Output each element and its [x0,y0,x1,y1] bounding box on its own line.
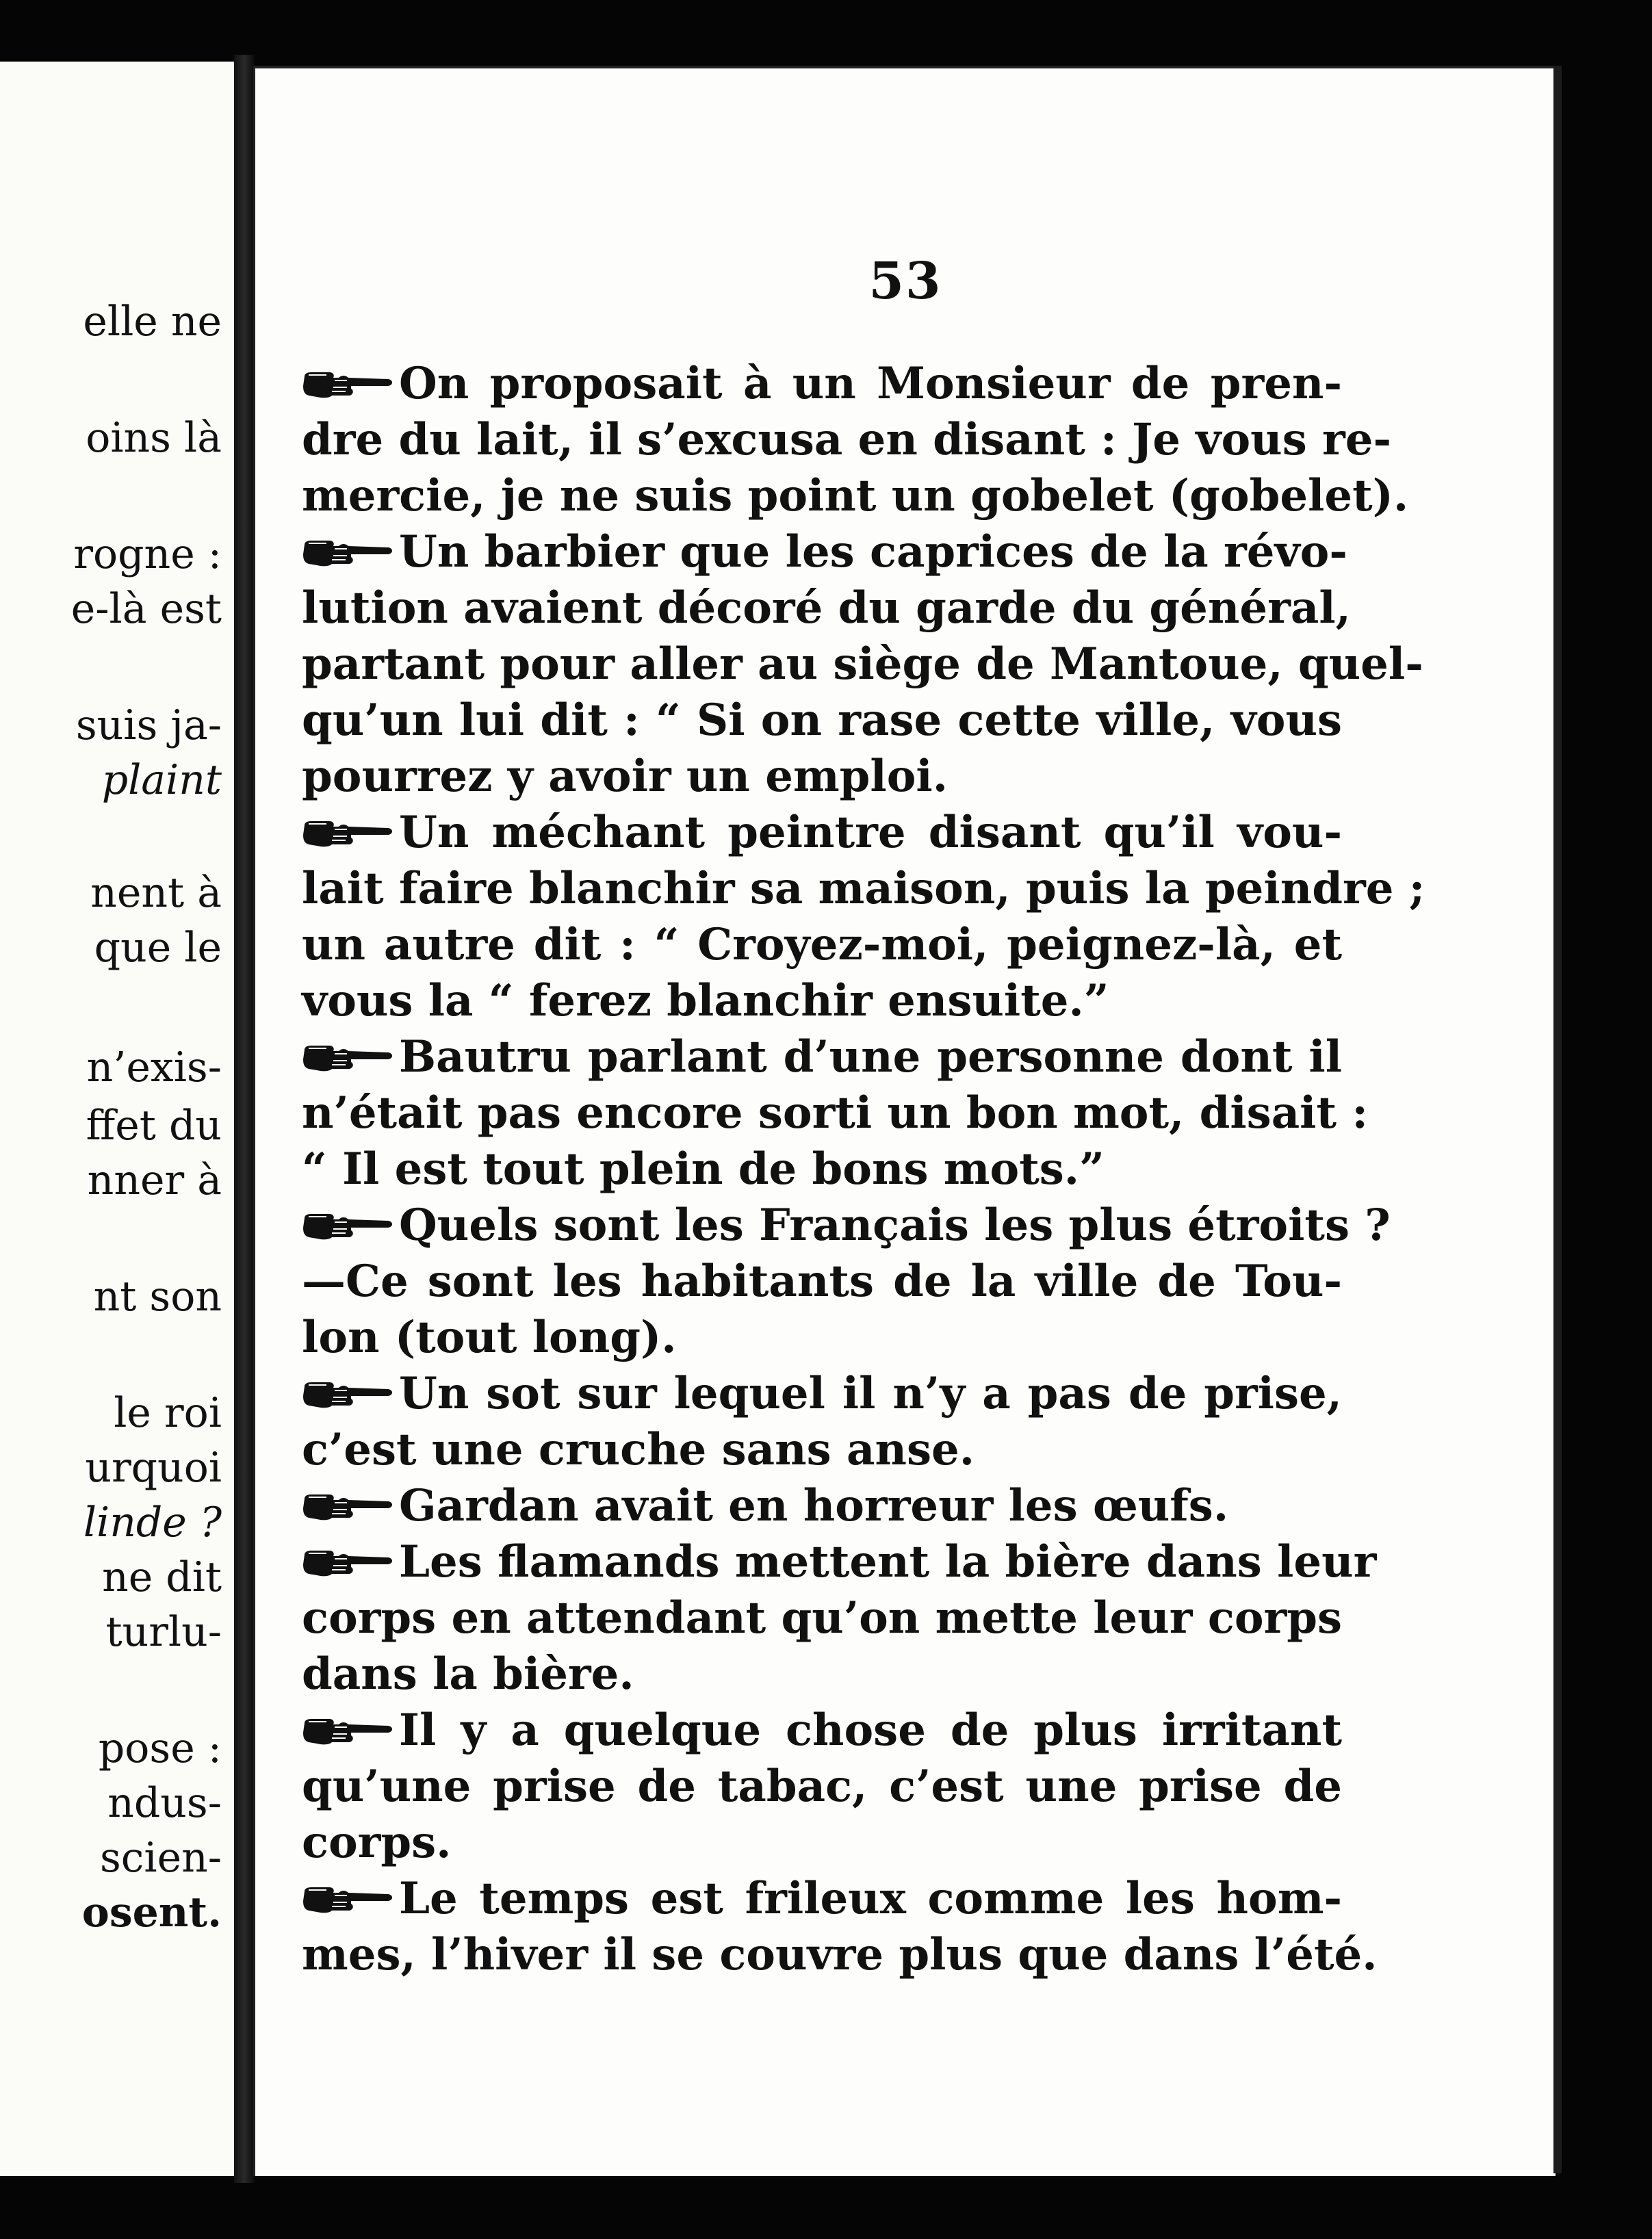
text-line-content: Il y a quelque chose de plus irritant [399,1705,1342,1756]
pointing-hand-icon [302,820,395,849]
text-line-content: Bautru parlant d’une personne dont il [399,1031,1342,1083]
text-line-content: partant pour aller au siège de Mantoue, quel- [302,638,1423,690]
text-line-content: “ Il est tout plein de bons mots.” [302,1143,1105,1195]
text-line-content: lait faire blanchir sa maison, puis la peindre ; [302,863,1425,914]
previous-page-line: suis ja- [75,701,222,749]
pointing-hand-icon [302,1044,395,1073]
text-line [302,1198,1391,1254]
text-line-content: Gardan avait en horreur les œufs. [399,1480,1229,1531]
pointing-hand-icon [302,1381,395,1410]
text-line [302,1422,1342,1478]
pointing-hand-icon [302,1718,395,1746]
text-line-content: dre du lait, il s’excusa en disant : Je vous re- [302,414,1391,465]
text-line [302,1029,1342,1085]
text-line [302,1759,1342,1815]
text-line-content: corps. [302,1817,452,1868]
previous-page-line: turlu- [105,1608,222,1656]
previous-page-line: nner à [87,1156,222,1204]
previous-page-line: ndus- [107,1779,222,1827]
text-line-content: pourrez y avoir un emploi. [302,751,948,802]
pointing-hand-icon [302,1493,395,1522]
text-line [302,861,1425,917]
text-line-content: c’est une cruche sans anse. [302,1424,975,1475]
previous-page-line: nt son [93,1273,222,1321]
text-line-content: vous la “ ferez blanchir ensuite.” [302,975,1109,1026]
previous-page-fragment [0,62,238,2176]
previous-page-line: scien- [99,1834,222,1882]
previous-page-line: ffet du [86,1102,222,1150]
text-line [302,1646,1342,1703]
text-line [302,1590,1342,1646]
previous-page-line: rogne : [73,530,222,578]
pointing-hand-icon [302,1886,395,1915]
text-line [302,636,1423,693]
text-line [302,805,1342,861]
text-line-content: Le temps est frileux comme les hom- [399,1873,1342,1924]
pointing-hand-icon [302,1549,395,1578]
previous-page-line: pose : [98,1724,222,1772]
text-line [302,749,1342,805]
text-line-content: un autre dit : “ Croyez-moi, peignez-là, et [302,919,1342,970]
previous-page-line: linde ? [83,1499,222,1546]
previous-page-line: plaint [101,756,222,804]
page-text [302,356,1425,1983]
text-line-content: Un sot sur lequel il n’y a pas de prise, [399,1368,1342,1419]
text-line-content: —Ce sont les habitants de la ville de Tou- [302,1256,1342,1307]
previous-page-line: le roi [114,1389,222,1437]
text-line-content: qu’un lui dit : “ Si on rase cette ville, vous [302,695,1342,746]
text-line [302,693,1342,749]
previous-page-line: osent. [81,1889,222,1937]
book-gutter [234,55,255,2183]
text-line [302,356,1342,412]
text-line [302,917,1342,973]
text-line [302,1871,1342,1927]
text-line [302,1254,1342,1310]
previous-page-line: elle ne [83,298,222,346]
text-line [302,412,1391,468]
text-line-content: On proposait à un Monsieur de pren- [399,358,1342,409]
text-line [302,1534,1377,1590]
text-line [302,1085,1368,1141]
text-line-content: mes, l’hiver il se couvre plus que dans l’été. [302,1929,1378,1980]
pointing-hand-icon [302,1213,395,1241]
previous-page-line: urquoi [85,1444,222,1492]
previous-page-line: n’exis- [86,1044,222,1091]
text-line-content: n’était pas encore sorti un bon mot, disait : [302,1087,1368,1139]
pointing-hand-icon [302,539,395,568]
text-line-content: Quels sont les Français les plus étroits ? [399,1200,1391,1251]
text-line [302,1478,1342,1534]
previous-page-line: que le [94,924,222,972]
previous-page-line: oins là [86,414,222,462]
text-line [302,524,1347,580]
previous-page-line: nent à [90,869,222,917]
text-line [302,1141,1342,1198]
page-edge [1553,66,1562,2173]
text-line-content: corps en attendant qu’on mette leur corps [302,1592,1342,1644]
previous-page-line: e-là est [70,585,222,633]
text-line [302,1703,1342,1759]
text-line-content: Un méchant peintre disant qu’il vou- [399,807,1342,858]
text-line-content: mercie, je ne suis point un gobelet (gobelet). [302,470,1409,521]
text-line [302,468,1409,524]
page-number: 53 [868,252,942,311]
text-line [302,973,1342,1029]
text-line-content: lution avaient décoré du garde du général, [302,582,1351,634]
text-line-content: dans la bière. [302,1648,634,1700]
text-line-content: Un barbier que les caprices de la révo- [399,526,1347,578]
pointing-hand-icon [302,371,395,400]
text-line [302,1927,1378,1983]
text-line-content: lon (tout long). [302,1312,677,1363]
text-line-content: qu’une prise de tabac, c’est une prise de [302,1761,1342,1812]
previous-page-line: ne dit [102,1553,222,1601]
text-line [302,1366,1342,1422]
text-line-content: Les flamands mettent la bière dans leur [399,1536,1377,1588]
text-line [302,1815,1342,1871]
text-line [302,580,1351,636]
page [253,66,1556,2176]
text-line [302,1310,1342,1366]
